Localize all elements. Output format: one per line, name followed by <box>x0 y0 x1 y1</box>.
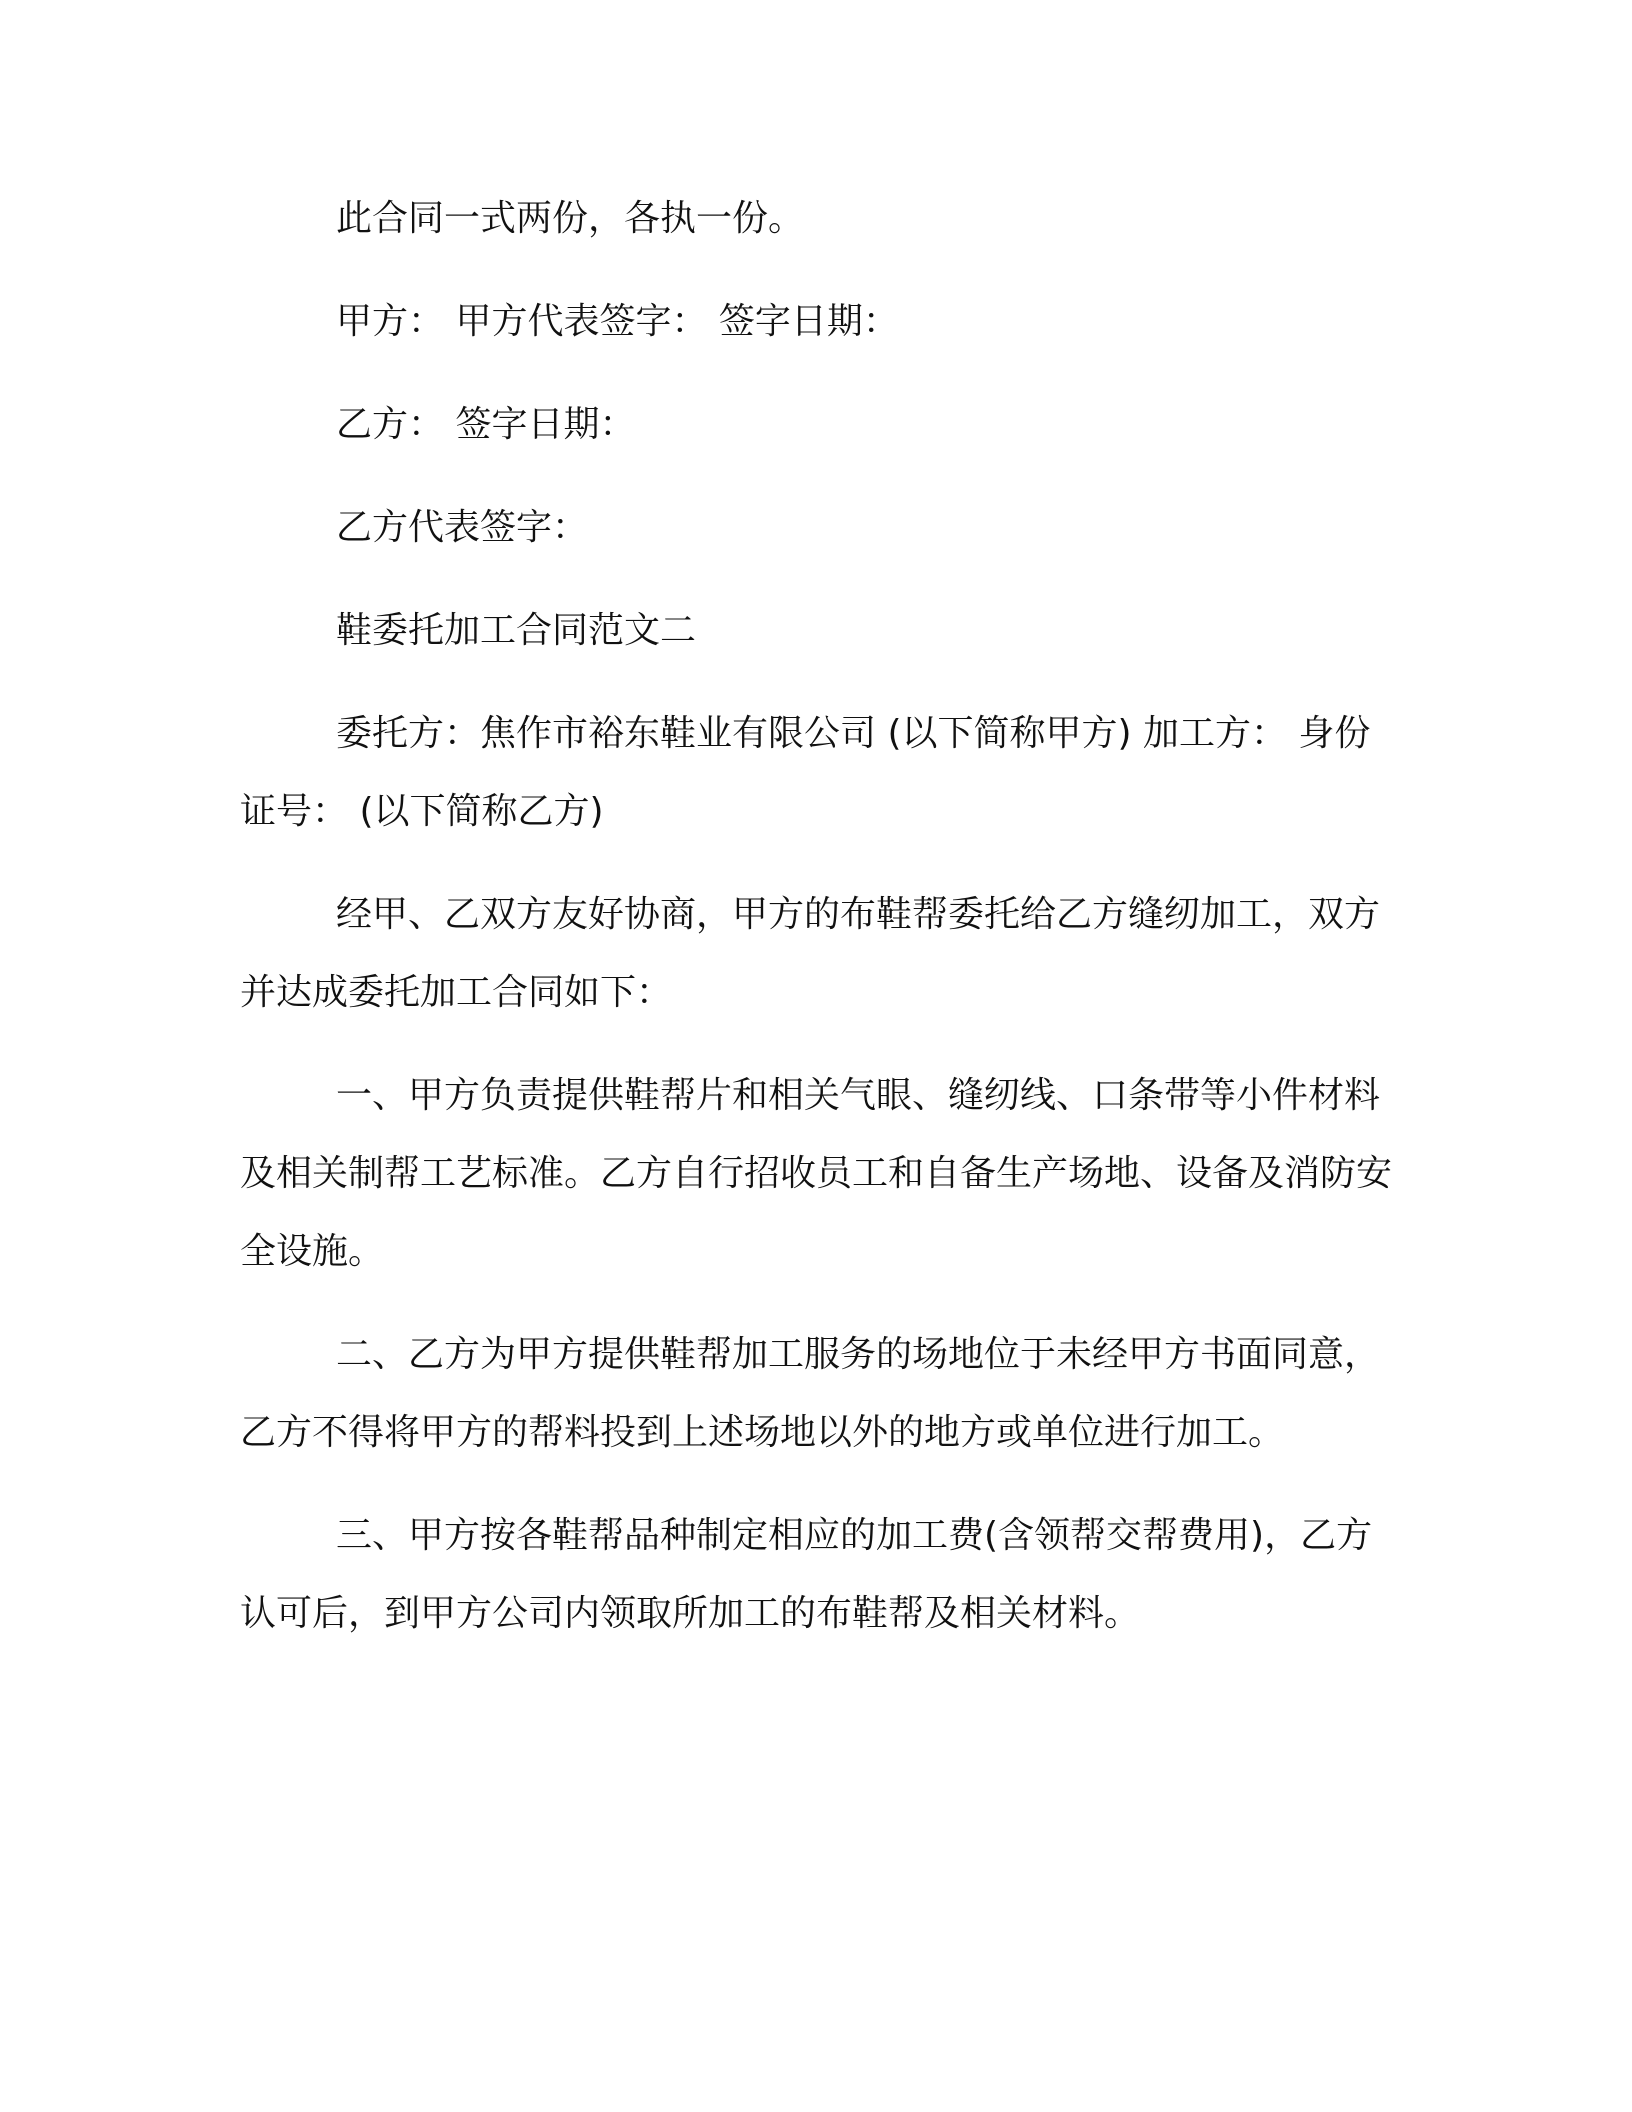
clause-two: 二、乙方为甲方提供鞋帮加工服务的场地位于未经甲方书面同意，乙方不得将甲方的帮料投到上述场地以外的地方或单位进行加工。 <box>240 1334 1381 1453</box>
paragraph-party-b-signature: 乙方： 签字日期： <box>336 404 636 445</box>
paragraph-negotiation: 经甲、乙双方友好协商，甲方的布鞋帮委托给乙方缝纫加工，双方并达成委托加工合同如下： <box>240 894 1381 1013</box>
paragraph-party-b-representative: 乙方代表签字： <box>336 507 589 548</box>
paragraph-party-a-signature: 甲方： 甲方代表签字： 签字日期： <box>336 301 899 342</box>
clause-one: 一、甲方负责提供鞋帮片和相关气眼、缝纫线、口条带等小件材料及相关制帮工艺标准。乙方自行招收员工和自备生产场地、设备及消防安全设施。 <box>240 1075 1393 1272</box>
paragraph-parties: 委托方：焦作市裕东鞋业有限公司 (以下简称甲方) 加工方： 身份证号： (以下简称乙方) <box>240 713 1371 832</box>
paragraph-copies: 此合同一式两份，各执一份。 <box>336 198 805 239</box>
clause-three: 三、甲方按各鞋帮品种制定相应的加工费(含领帮交帮费用)，乙方认可后，到甲方公司内领取所加工的布鞋帮及相关材料。 <box>240 1515 1373 1634</box>
section-title: 鞋委托加工合同范文二 <box>336 610 697 651</box>
